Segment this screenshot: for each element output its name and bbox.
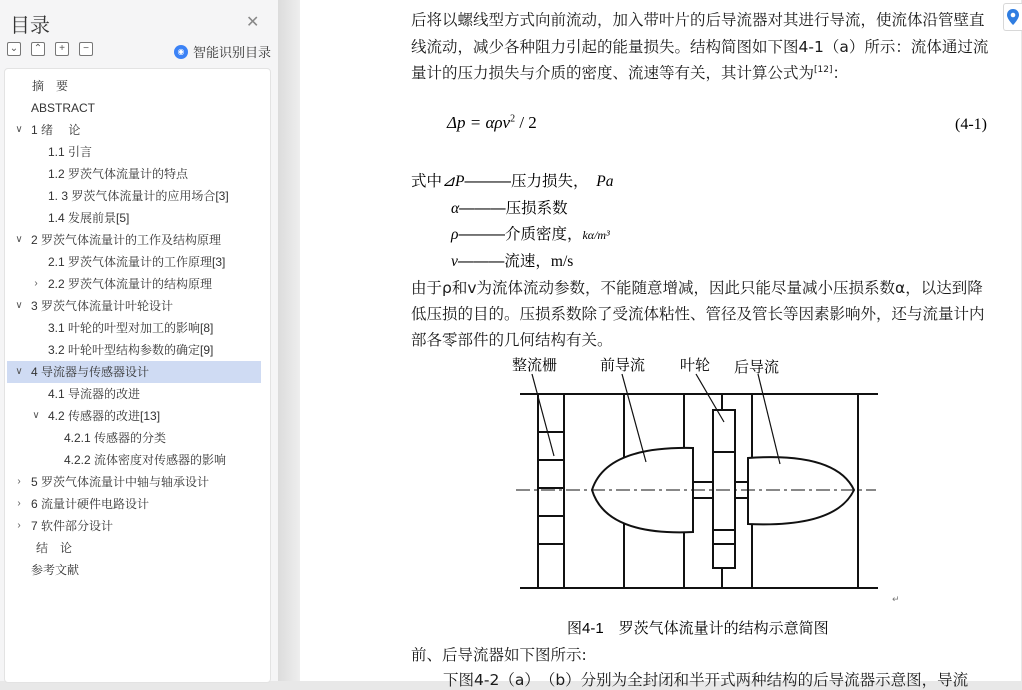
definition-line: α———压损系数 [451, 200, 568, 217]
figure-4-1 [506, 352, 900, 617]
paragraph-line: 由于ρ和v为流体流动参数，不能随意增减，因此只能尽量减小压损系数α，以达到降 [411, 279, 983, 297]
paragraph-line: 后将以螺线型方式向前流动，加入带叶片的后导流器对其进行导流，使流体沿管壁直 [411, 11, 985, 29]
toc-item[interactable]: ∨ 1 绪 论 [7, 119, 261, 141]
toc-item[interactable]: › 5 罗茨气体流量计中轴与轴承设计 [7, 471, 261, 493]
toc-item[interactable]: 4.2.2 流体密度对传感器的影响 [64, 453, 227, 467]
chevron-right-icon[interactable]: › [17, 520, 21, 531]
chevron-right-icon[interactable]: › [34, 278, 38, 289]
chevron-right-icon[interactable]: › [17, 476, 21, 487]
toc-item[interactable]: 3.1 叶轮的叶型对加工的影响[8] [48, 321, 214, 335]
toc-item[interactable]: 3.2 叶轮叶型结构参数的确定[9] [48, 343, 214, 357]
definition-line: 式中⊿P———压力损失， Pa [411, 173, 614, 190]
paragraph-line: 线流动，减少各种阻力引起的能量损失。结构简图如下图4-1（a）所示：流体通过流 [411, 38, 989, 56]
toc-item[interactable]: ∨ 2 罗茨气体流量计的工作及结构原理 [7, 229, 261, 251]
chevron-down-icon[interactable]: ∨ [15, 366, 23, 377]
paragraph-line: 部各零部件的几何结构有关。 [411, 331, 613, 349]
label-rear-guide: 后导流 [734, 358, 780, 376]
expand-all-icon[interactable]: ⌄ [7, 42, 21, 56]
toc-item[interactable]: 2.1 罗茨气体流量计的工作原理[3] [48, 255, 226, 269]
label-impeller: 叶轮 [680, 356, 711, 374]
chevron-down-icon[interactable]: ∨ [15, 234, 23, 245]
equation-number: (4-1) [955, 116, 987, 133]
toc-item[interactable]: › 2.2 罗茨气体流量计的结构原理 [7, 273, 261, 295]
chevron-down-icon[interactable]: ∨ [15, 124, 23, 135]
label-front-guide: 前导流 [600, 356, 646, 374]
location-pin-icon [1004, 4, 1022, 30]
ai-icon: ◉ [174, 45, 188, 59]
formula: Δp = αρv$^2$ / 2 [447, 113, 537, 132]
toc-item[interactable]: › 7 软件部分设计 [7, 515, 261, 537]
toc-toolbar [7, 42, 93, 56]
definition-line: ρ———介质密度，kα/m³ [451, 226, 610, 243]
page-gutter [278, 0, 300, 681]
toc-item[interactable]: 1.1 引言 [48, 145, 93, 159]
add-heading-icon[interactable]: + [55, 42, 69, 56]
toc-item[interactable]: 1. 3 罗茨气体流量计的应用场合[3] [48, 189, 229, 203]
toc-list [4, 68, 271, 683]
toc-item[interactable]: 参考文献 [31, 563, 80, 577]
location-pin-button[interactable] [1003, 3, 1022, 31]
smart-recognize-toc-button[interactable] [174, 42, 271, 61]
figure-caption: 图4-1 罗茨气体流量计的结构示意简图 [567, 620, 829, 637]
toc-item[interactable]: › 6 流量计硬件电路设计 [7, 493, 261, 515]
toc-item[interactable]: 摘 要 [32, 79, 69, 93]
toc-item[interactable]: 4.1 导流器的改进 [48, 387, 141, 401]
toc-item[interactable]: 4.2.1 传感器的分类 [64, 431, 167, 445]
paragraph-line: 量计的压力损失与介质的密度、流速等有关，其计算公式为[12]： [411, 64, 849, 82]
document-page[interactable] [300, 0, 1021, 689]
toc-item[interactable]: 1.4 发展前景[5] [48, 211, 130, 225]
toc-title: 目录 [10, 15, 50, 37]
chevron-down-icon[interactable]: ∨ [15, 300, 23, 311]
citation-ref[interactable]: [12] [814, 64, 833, 75]
toc-item-selected[interactable]: ∨ 4 导流器与传感器设计 [7, 361, 261, 383]
paragraph-line: 前、后导流器如下图所示: [411, 646, 587, 664]
toc-item[interactable]: 1.2 罗茨气体流量计的特点 [48, 167, 189, 181]
toc-item[interactable]: ∨ 3 罗茨气体流量计叶轮设计 [7, 295, 261, 317]
definition-line: v———流速，m/s [451, 253, 574, 270]
toc-item[interactable]: 结 论 [36, 541, 73, 555]
toc-item[interactable]: ABSTRACT [31, 101, 96, 115]
toc-item[interactable]: ∨ 4.2 传感器的改进[13] [7, 405, 261, 427]
smart-recognize-label: 智能识别目录 [193, 45, 272, 60]
paragraph-line: 下图4-2（a） （b）分别为全封闭和半开式两种结构的后导流器示意图，导流 [443, 671, 969, 689]
label-grid: 整流栅 [512, 356, 558, 374]
collapse-all-icon[interactable]: ⌃ [31, 42, 45, 56]
flowmeter-diagram [506, 352, 900, 612]
toc-sidebar [0, 0, 279, 681]
chevron-down-icon[interactable]: ∨ [32, 410, 40, 421]
remove-heading-icon[interactable]: − [79, 42, 93, 56]
close-icon[interactable]: ✕ [246, 14, 260, 31]
paragraph-line: 低压损的目的。压损系数除了受流体粘性、管径及管长等因素影响外，还与流量计内 [411, 305, 985, 323]
chevron-right-icon[interactable]: › [17, 498, 21, 509]
paragraph-mark-icon: ↵ [892, 594, 900, 604]
